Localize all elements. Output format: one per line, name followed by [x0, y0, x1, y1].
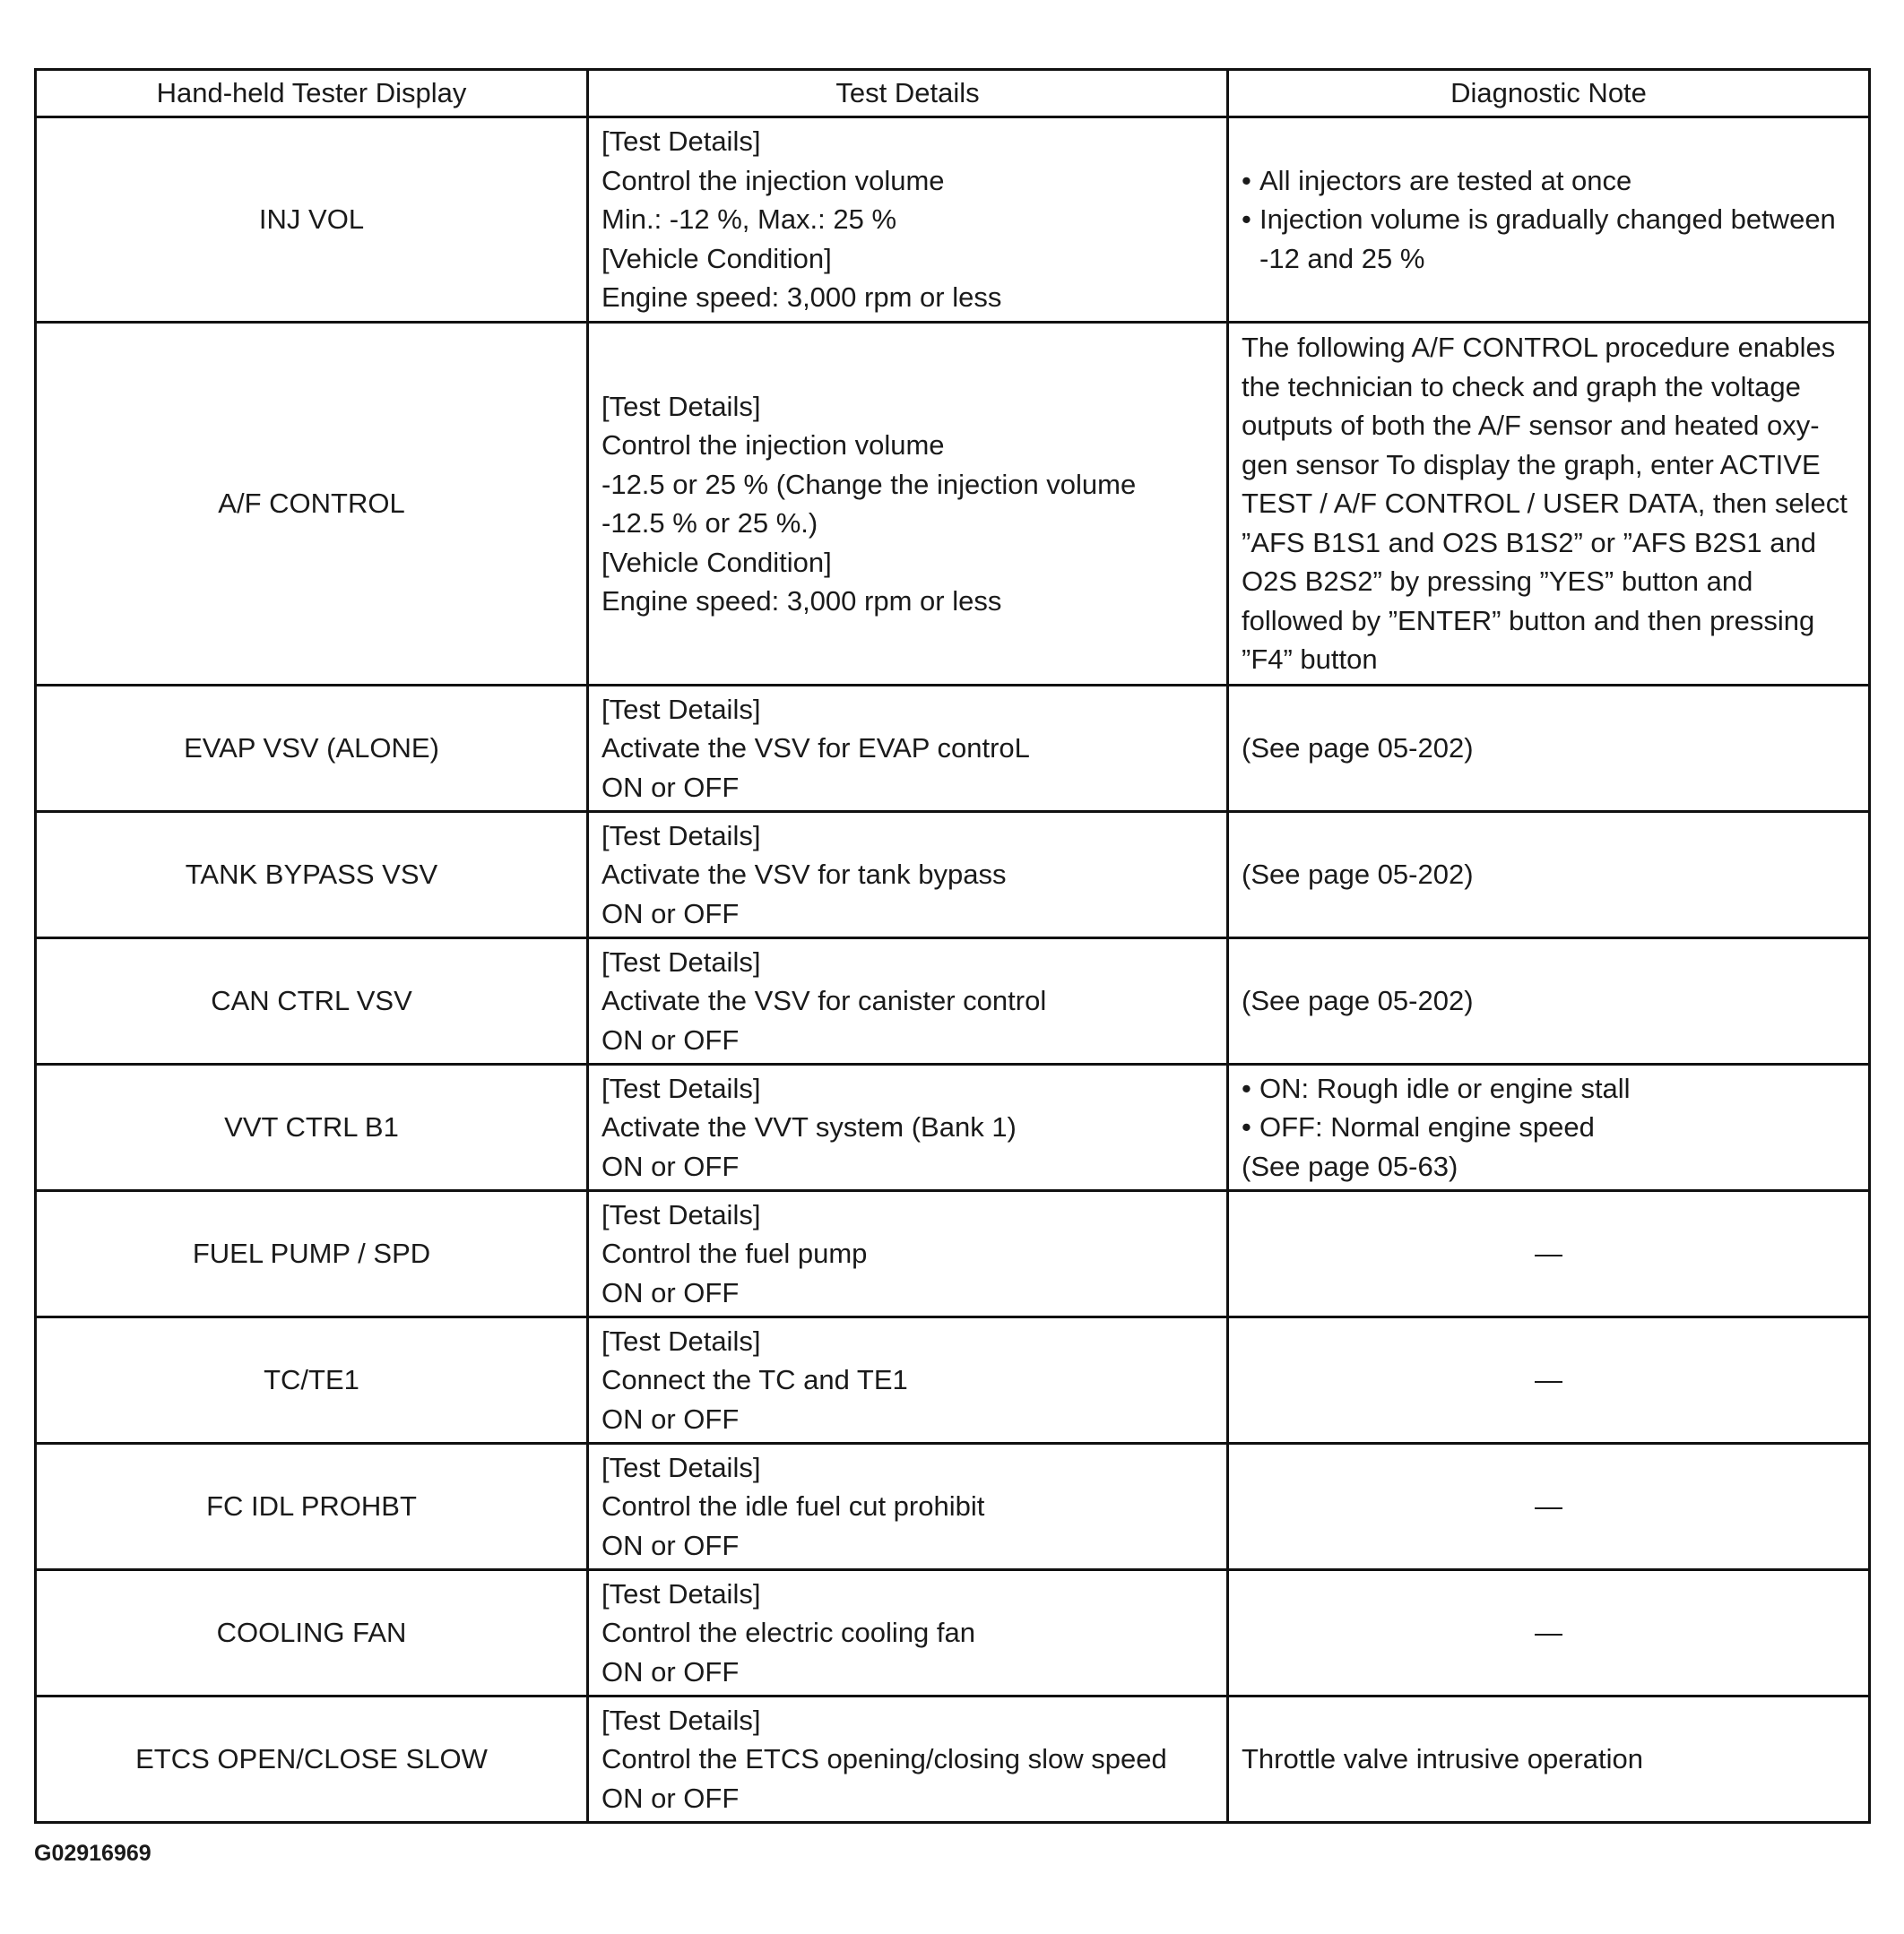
test-details-line: [Test Details]	[601, 1451, 761, 1483]
diagnostic-note-cell	[1228, 117, 1870, 323]
diagnostic-note-cell	[1228, 1697, 1870, 1823]
header-row	[36, 70, 1870, 117]
test-details-line: [Test Details]	[601, 1325, 761, 1357]
header-details: Test Details	[588, 70, 1228, 117]
diagnostic-note-cell	[1228, 812, 1870, 938]
tester-display-cell: FUEL PUMP / SPD	[36, 1191, 588, 1317]
test-details-line: [Test Details]	[601, 1577, 761, 1610]
test-details-line: Control the injection volume	[601, 164, 945, 196]
tester-display-cell: TC/TE1	[36, 1317, 588, 1444]
note-text: (See page 05-202)	[1242, 985, 1474, 1017]
note-dash: —	[1535, 1490, 1562, 1523]
table-row	[36, 1191, 1870, 1317]
test-details-line: -12.5 % or 25 %.)	[601, 507, 818, 539]
test-details-line: Control the fuel pump	[601, 1238, 868, 1270]
note-dash: —	[1535, 1364, 1562, 1396]
note-text: (See page 05-202)	[1242, 732, 1474, 764]
test-details-line: Control the injection volume	[601, 429, 945, 461]
note-bullet: • All injectors are tested at once	[1242, 161, 1856, 201]
test-details-line: Engine speed: 3,000 rpm or less	[601, 585, 1002, 617]
test-details-line: [Test Details]	[601, 1704, 761, 1736]
diagnostic-note-cell	[1228, 1065, 1870, 1191]
diagnostic-note-cell	[1228, 1191, 1870, 1317]
test-details-line: Control the idle fuel cut prohibit	[601, 1490, 985, 1523]
test-details-line: Control the electric cooling fan	[601, 1617, 976, 1649]
test-details-line: [Test Details]	[601, 125, 761, 158]
diagnostic-note-cell	[1228, 323, 1870, 686]
note-text: Throttle valve intrusive operation	[1242, 1743, 1644, 1775]
test-details-line: [Test Details]	[601, 1198, 761, 1230]
test-details-cell	[588, 323, 1228, 686]
tester-display-cell: FC IDL PROHBT	[36, 1444, 588, 1570]
table-row	[36, 323, 1870, 686]
test-details-line: ON or OFF	[601, 1655, 740, 1688]
test-details-line: ON or OFF	[601, 1150, 740, 1182]
diagnostic-note-cell	[1228, 1570, 1870, 1697]
test-details-line: ON or OFF	[601, 1023, 740, 1056]
test-details-cell	[588, 1697, 1228, 1823]
tester-display-cell: CAN CTRL VSV	[36, 938, 588, 1065]
test-details-line: Connect the TC and TE1	[601, 1364, 908, 1396]
test-details-cell	[588, 1191, 1228, 1317]
tester-display-cell: ETCS OPEN/CLOSE SLOW	[36, 1697, 588, 1823]
diagnostic-note-cell	[1228, 938, 1870, 1065]
diagnostic-note-cell	[1228, 686, 1870, 812]
table-row	[36, 1570, 1870, 1697]
note-dash: —	[1535, 1238, 1562, 1270]
tester-display-cell: COOLING FAN	[36, 1570, 588, 1697]
active-test-table	[34, 68, 1871, 1824]
table-row	[36, 117, 1870, 323]
diagnostic-note-cell	[1228, 1317, 1870, 1444]
header-display: Hand-held Tester Display	[36, 70, 588, 117]
test-details-line: Activate the VSV for tank bypass	[601, 859, 1007, 891]
test-details-line: -12.5 or 25 % (Change the injection volume	[601, 468, 1137, 500]
test-details-line: ON or OFF	[601, 771, 740, 803]
test-details-line: [Test Details]	[601, 390, 761, 422]
test-details-cell	[588, 1570, 1228, 1697]
test-details-line: [Test Details]	[601, 819, 761, 851]
tester-display-cell: EVAP VSV (ALONE)	[36, 686, 588, 812]
tester-display-cell: INJ VOL	[36, 117, 588, 323]
table-row	[36, 812, 1870, 938]
table-row	[36, 1444, 1870, 1570]
test-details-line: Control the ETCS opening/closing slow speed	[601, 1743, 1167, 1775]
test-details-cell	[588, 686, 1228, 812]
note-bullet: • ON: Rough idle or engine stall	[1242, 1069, 1856, 1109]
test-details-line: [Test Details]	[601, 693, 761, 725]
table-row	[36, 686, 1870, 812]
test-details-line: [Vehicle Condition]	[601, 242, 832, 274]
test-details-cell	[588, 1444, 1228, 1570]
header-note: Diagnostic Note	[1228, 70, 1870, 117]
table-row	[36, 938, 1870, 1065]
note-text: (See page 05-202)	[1242, 859, 1474, 891]
table-row	[36, 1065, 1870, 1191]
test-details-line: Activate the VVT system (Bank 1)	[601, 1111, 1017, 1144]
test-details-line: [Test Details]	[601, 945, 761, 978]
test-details-cell	[588, 117, 1228, 323]
test-details-cell	[588, 812, 1228, 938]
test-details-line: [Test Details]	[601, 1072, 761, 1104]
test-details-line: [Vehicle Condition]	[601, 546, 832, 578]
test-details-line: Min.: -12 %, Max.: 25 %	[601, 203, 897, 236]
note-bullet: • Injection volume is gradually changed between -12 and 25 %	[1242, 200, 1856, 278]
table-row	[36, 1317, 1870, 1444]
figure-code: G02916969	[34, 1841, 151, 1866]
table-row	[36, 1697, 1870, 1823]
test-details-line: ON or OFF	[601, 1529, 740, 1561]
note-dash: —	[1535, 1617, 1562, 1649]
test-details-cell	[588, 938, 1228, 1065]
test-details-line: Engine speed: 3,000 rpm or less	[601, 281, 1002, 314]
note-bullet: • OFF: Normal engine speed	[1242, 1108, 1856, 1147]
note-text: The following A/F CONTROL procedure enables the technician to check and graph the voltage outputs of both the A/F sensor and heated oxy-gen sensor To display the graph, enter ACTIVE TEST / A/F CONTROL / USER DATA, then select ”AFS B1S1 and O2S B1S2” or ”AFS B2S1 and O2S B2S2” by pressing ”YES” button and followed by ”ENTER” button and then pressing ”F4” button	[1242, 332, 1848, 676]
test-details-line: ON or OFF	[601, 897, 740, 929]
tester-display-cell: VVT CTRL B1	[36, 1065, 588, 1191]
test-details-line: Activate the VSV for EVAP controL	[601, 732, 1030, 764]
diagnostic-note-cell	[1228, 1444, 1870, 1570]
test-details-line: ON or OFF	[601, 1403, 740, 1435]
test-details-cell	[588, 1065, 1228, 1191]
test-details-line: ON or OFF	[601, 1782, 740, 1814]
tester-display-cell: TANK BYPASS VSV	[36, 812, 588, 938]
tester-display-cell: A/F CONTROL	[36, 323, 588, 686]
test-details-line: ON or OFF	[601, 1276, 740, 1308]
test-details-cell	[588, 1317, 1228, 1444]
note-text: (See page 05-63)	[1242, 1150, 1458, 1182]
test-details-line: Activate the VSV for canister control	[601, 985, 1047, 1017]
